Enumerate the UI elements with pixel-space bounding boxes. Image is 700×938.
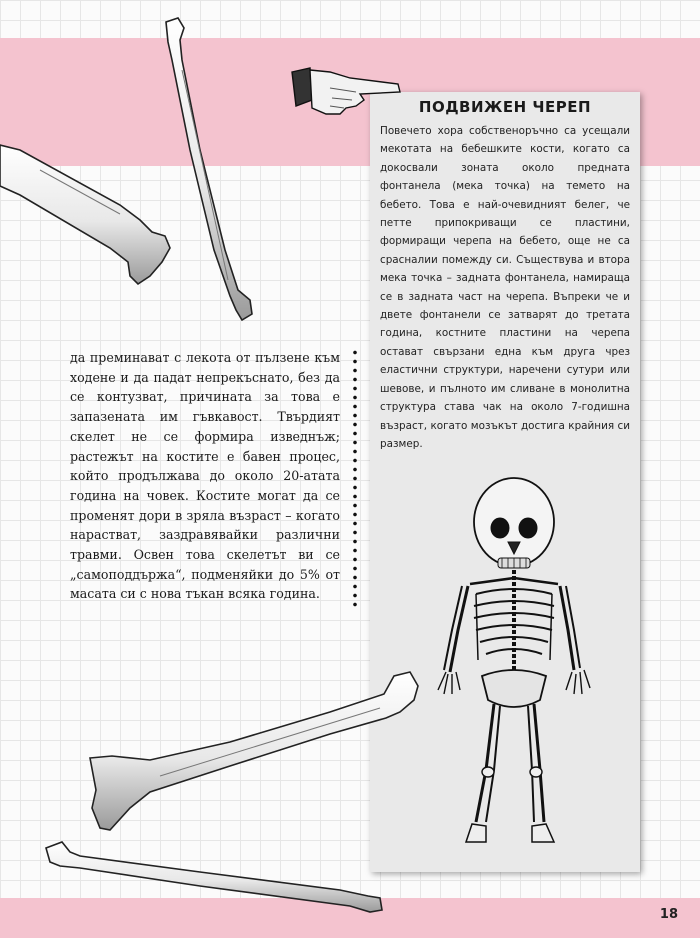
bone-illustration-4 — [46, 842, 382, 912]
bone-illustration-3 — [90, 672, 418, 830]
dotted-divider — [350, 348, 360, 610]
sidebar-title: ПОДВИЖЕН ЧЕРЕП — [418, 98, 592, 116]
bone-illustration-1 — [0, 145, 170, 284]
main-body-text: да преминават с лекота от пълзене към ходене и да падат непрекъснато, без да се контузват, причината за това е запазената им гъвкавост. Твърдият скелет не се формира изведнъж; растежът на костите е бавен процес, който продължава до около 20-атата година на човек. Костите могат да се променят дори в зряла възраст – когато нарастват, заздравявайки различни травми. Освен това скелетът ви се „самоподдържа“, подменяйки до 5% от масата си с нова тъкан всяка година. — [70, 350, 340, 602]
page-number: 18 — [659, 907, 678, 922]
sidebar-body-text: Повечето хора собственоръчно са усещали мекотата на бебешките кости, когато са докосвали зоната около предната фонтанела (мека точка) на темето на бебето. Това е най-очевидният белег, че петте припокриващи се пластини, формиращи черепа на бебето, още не са срасналии помежду си. Съществува и втора мека точка – задната фонтанела, намираща се в задната част на черепа. Въпреки че и двете фонтанели се затварят до третата година, костните пластини на черепа остават свързани една към друга чрез еластични структури, наречени сутури или шевове, и пълното им сливане в монолитна структура става чак на около 7-годишна възраст, когато мозъкът достига крайния си размер. — [380, 125, 630, 450]
infant-skeleton-illustration — [438, 478, 590, 842]
bone-illustration-2 — [166, 18, 252, 320]
